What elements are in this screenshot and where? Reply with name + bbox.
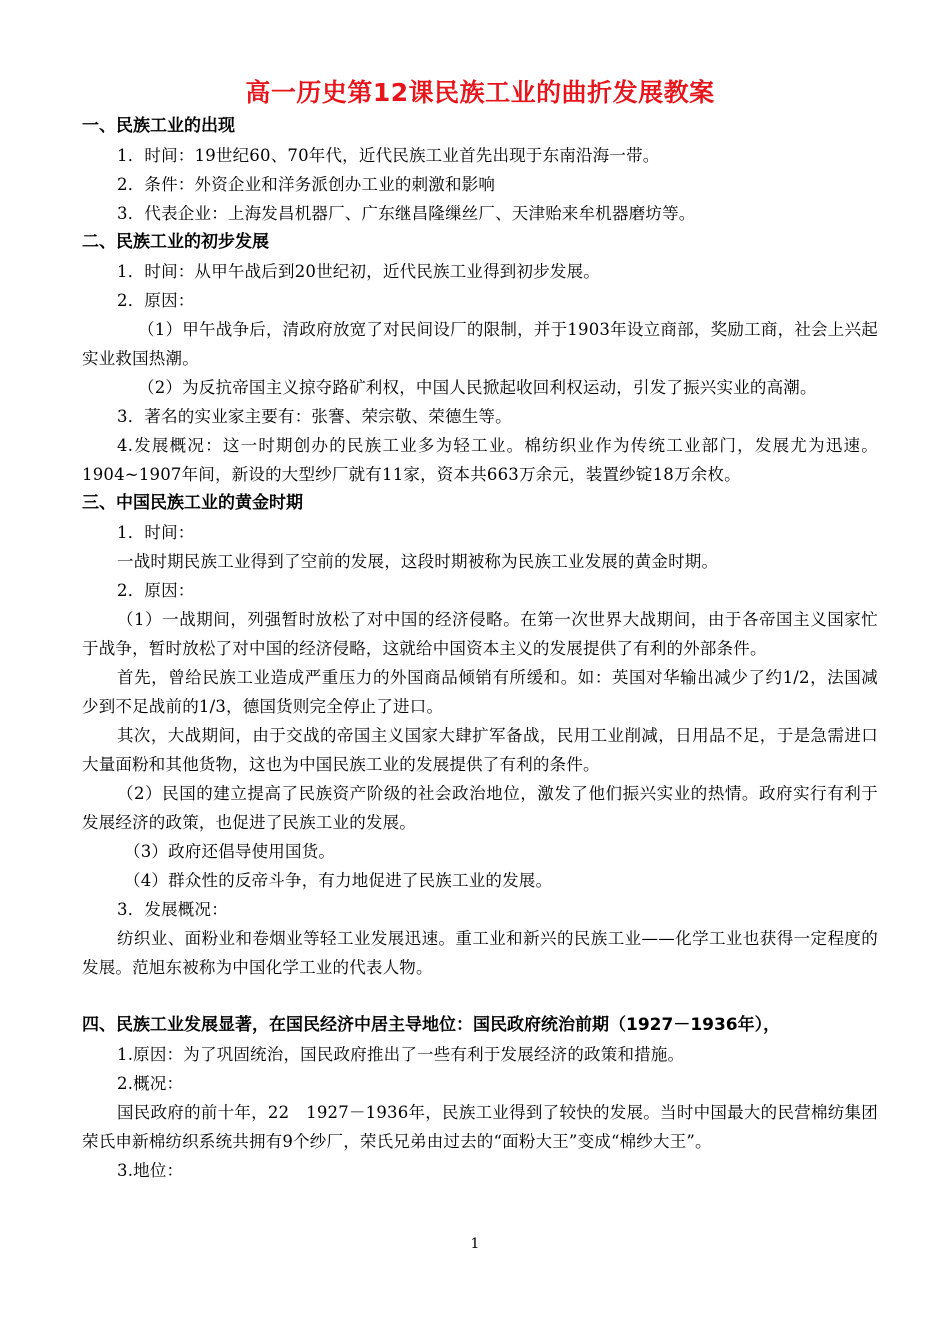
paragraph: 首先，曾给民族工业造成严重压力的外国商品倾销有所缓和。如：英国对华输出减少了约1/2，法国减少到不足战前的1/3，德国货则完全停止了进口。: [82, 668, 878, 716]
paragraph: 2．原因：: [117, 291, 195, 310]
paragraph: 2．条件：外资企业和洋务派创办工业的刺激和影响: [117, 175, 496, 194]
paragraph: （1）甲午战争后，清政府放宽了对民间设厂的限制，并于1903年设立商部，奖励工商，社会上兴起实业救国热潮。: [82, 320, 878, 368]
section-heading: 二、民族工业的初步发展: [82, 232, 269, 252]
paragraph: 1．时间：从甲午战后到20世纪初，近代民族工业得到初步发展。: [117, 262, 600, 281]
paragraph: 3．代表企业：上海发昌机器厂、广东继昌隆缫丝厂、天津贻来牟机器磨坊等。: [117, 204, 696, 223]
paragraph: 国民政府的前十年，22 1927－1936年，民族工业得到了较快的发展。当时中国最大的民营棉纺集团荣氏申新棉纺织系统共拥有9个纱厂，荣氏兄弟由过去的“面粉大王”变成“棉纱大王”。: [82, 1103, 878, 1151]
paragraph: （4）群众性的反帝斗争，有力地促进了民族工业的发展。: [124, 871, 553, 890]
paragraph: 3．发展概况：: [117, 900, 228, 919]
page-title: 高一历史第12课民族工业的曲折发展教案: [245, 78, 715, 107]
paragraph: 1.原因：为了巩固统治，国民政府推出了一些有利于发展经济的政策和措施。: [117, 1045, 685, 1064]
section-heading: 三、中国民族工业的黄金时期: [82, 493, 303, 513]
paragraph: （2）为反抗帝国主义掠夺路矿利权，中国人民掀起收回利权运动，引发了振兴实业的高潮。: [138, 378, 817, 397]
section-heading: 一、民族工业的出现: [82, 116, 235, 136]
paragraph: 2.概况：: [117, 1074, 184, 1093]
paragraph: 4.发展概况：这一时期创办的民族工业多为轻工业。棉纺织业作为传统工业部门，发展尤为迅速。1904~1907年间，新设的大型纱厂就有11家，资本共663万余元，装置纱锭18万余枚。: [82, 436, 878, 484]
document-page: [82, 76, 878, 1185]
paragraph: 1．时间：19世纪60、70年代，近代民族工业首先出现于东南沿海一带。: [117, 146, 660, 165]
paragraph: （1）一战期间，列强暂时放松了对中国的经济侵略。在第一次世界大战期间，由于各帝国主义国家忙于战争，暂时放松了对中国的经济侵略，这就给中国资本主义的发展提供了有利的外部条件。: [82, 610, 878, 658]
paragraph: 纺织业、面粉业和卷烟业等轻工业发展迅速。重工业和新兴的民族工业——化学工业也获得一定程度的发展。范旭东被称为中国化学工业的代表人物。: [82, 929, 878, 977]
paragraph: 2．原因：: [117, 581, 195, 600]
paragraph: （3）政府还倡导使用国货。: [124, 842, 336, 861]
paragraph: 3.地位：: [117, 1161, 184, 1180]
paragraph: 1．时间：: [117, 523, 195, 542]
paragraph: 一战时期民族工业得到了空前的发展，这段时期被称为民族工业发展的黄金时期。: [117, 552, 719, 571]
paragraph: （2）民国的建立提高了民族资产阶级的社会政治地位，激发了他们振兴实业的热情。政府实行有利于发展经济的政策，也促进了民族工业的发展。: [82, 784, 878, 832]
paragraph: 其次，大战期间，由于交战的帝国主义国家大肆扩军备战，民用工业削减，日用品不足，于是急需进口大量面粉和其他货物，这也为中国民族工业的发展提供了有利的条件。: [82, 726, 878, 774]
page-number: 1: [470, 1236, 480, 1252]
section-heading: 四、民族工业发展显著，在国民经济中居主导地位：国民政府统治前期（1927－1936年），: [82, 1015, 781, 1035]
blank-line: [82, 982, 878, 1011]
paragraph: 3．著名的实业家主要有：张謇、荣宗敬、荣德生等。: [117, 407, 512, 426]
